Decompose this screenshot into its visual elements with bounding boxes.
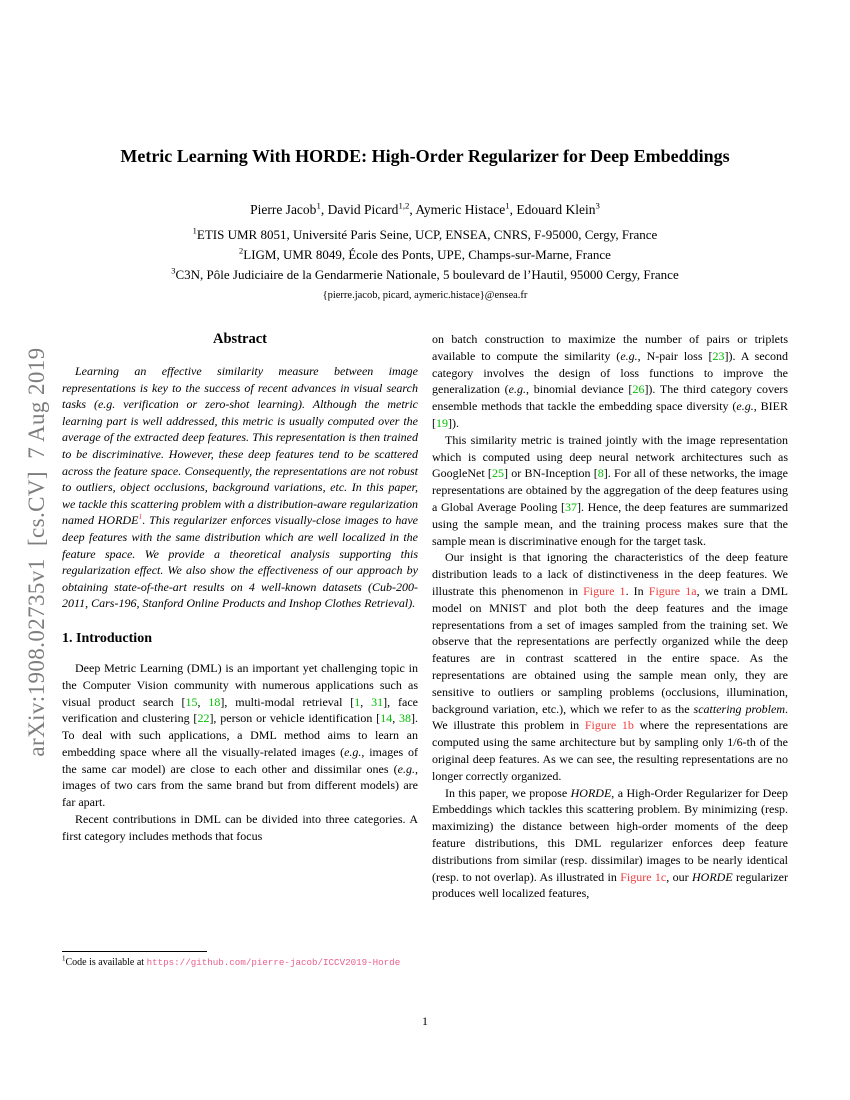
affiliation-3 (60, 265, 790, 285)
emphasis-text: e.g. (397, 761, 415, 776)
text-run: , BIER [ (432, 399, 788, 430)
figure-link[interactable]: Figure 1c (620, 869, 667, 884)
text-run: , (392, 711, 400, 726)
text-run: . This regularizer enforces visually-close images to have deep features with the same distribution which are well localized in the feature space. We provide a theoretical analysis supporting this regularization effect. We also show the effectiveness of our approach by obtaining state-of-the-art results on 4 well-known datasets (Cub-200-2011, Cars-196, Stanford Online Products and Inshop Clothes Retrieval). (62, 513, 418, 611)
figure-link[interactable]: Figure 1 (583, 583, 626, 598)
superscript-marker: 1,2 (398, 200, 410, 211)
superscript-marker: 1 (62, 954, 66, 963)
citation-link[interactable]: 1 (354, 694, 361, 709)
citation-link[interactable]: 23 (712, 348, 725, 363)
superscript-marker: 1 (505, 200, 510, 211)
paper-header (60, 146, 790, 301)
superscript-marker: 2 (239, 245, 244, 256)
section-heading-introduction: 1. Introduction (62, 630, 152, 646)
text-run: Recent contributions in DML can be divided into three categories. A first category includes methods that focus (62, 812, 418, 843)
citation-link[interactable]: 26 (632, 382, 645, 397)
citation-link[interactable]: 18 (208, 694, 221, 709)
footnote-text (62, 956, 418, 970)
text-run: ], face verification and clustering [ (62, 694, 419, 726)
citation-link[interactable]: 22 (197, 711, 210, 726)
footnote (62, 951, 418, 970)
text-run: Deep Metric Learning (DML) is an important yet challenging topic in the Computer Vision community with numerous applications such as visual product search [ (62, 660, 418, 709)
page-number: 1 (422, 1014, 428, 1028)
right-paragraph-1 (432, 331, 788, 432)
text-run: Our insight is that ignoring the characteristics of the deep feature distribution leads to a lack of distinctiveness in the deep features. We illustrate this phenomenon in (432, 550, 788, 598)
text-run: , our (666, 869, 692, 884)
text-run: ETIS UMR 8051, Université Paris Seine, UCP, ENSEA, CNRS, F-95000, Cergy, France (196, 227, 658, 242)
text-run: ]). A second category involves the design of loss functions to improve the generalization ( (432, 348, 788, 397)
text-run: This similarity metric is trained jointly with the image representation which is computed using deep neural network architectures such as GoogleNet [ (432, 432, 788, 481)
paper-title: Metric Learning With HORDE: High-Order Regularizer for Deep Embeddings (120, 146, 730, 166)
citation-link[interactable]: 37 (564, 499, 577, 514)
citation-link[interactable]: 19 (436, 415, 448, 430)
text-run: on batch construction to maximize the number of pairs or triplets available to compute the similarity ( (432, 332, 788, 363)
footnote-marker-link[interactable]: 1 (138, 512, 143, 522)
text-run: , N-pair loss [ (637, 348, 713, 363)
text-run: , (197, 694, 209, 709)
emphasis-text: e.g. (620, 348, 638, 363)
author-line (60, 202, 790, 218)
text-run: regularizer produces well localized features, (432, 869, 789, 901)
right-paragraph-4 (432, 785, 788, 903)
text-run: Learning an effective similarity measure between image representations is key to the success of recent advances in visual search tasks (e.g. verification or zero-shot learning). Although the metric learning part is well addressed, this metric is usually computed over the average of the extracted deep features. This representation is then trained to be discriminative. However, these deep features tend to be scattered across the feature space. Consequently, the representations are not robust to outliers, object occlusions, background variations, etc. In this paper, we tackle this scattering problem with a distribution-aware regularization named HORDE (62, 364, 418, 528)
text-run: , (360, 694, 372, 709)
text-run: ], person or vehicle identification [ (209, 711, 381, 726)
citation-link[interactable]: 8 (597, 466, 604, 481)
text-run: ]. Hence, the deep features are summarized using the sample mean, and the training process makes sure that the sample mean is discriminative enough for the target task. (432, 499, 788, 548)
text-run: , a High-Order Regularizer for Deep Embeddings which tackles this scattering problem. By minimizing (resp. maximizing) the distance between high-order moments of the deep feature distributions, this DML regularizer enforces deep feature distributions from similar (resp. dissimilar) images to be nearly identical (resp. to not overlap). As illustrated in (432, 785, 788, 884)
emphasis-text: e.g. (508, 382, 526, 397)
figure-link[interactable]: Figure 1b (584, 718, 634, 733)
citation-link[interactable]: 31 (371, 694, 384, 709)
figure-link[interactable]: Figure 1a (648, 583, 697, 598)
text-run: , David Picard (320, 202, 399, 217)
intro-paragraph-2 (62, 811, 418, 845)
arxiv-watermark: arXiv:1908.02735v1 [cs.CV] 7 Aug 2019 (24, 347, 49, 757)
text-run: , images of two cars from the same brand but from different models) are far apart. (62, 761, 418, 810)
code-url-link[interactable]: https://github.com/pierre-jacob/ICCV2019-Horde (146, 957, 401, 968)
text-run: , Edouard Klein (509, 202, 596, 217)
superscript-marker: 1 (316, 200, 321, 211)
text-run: ]. For all of these networks, the image representations are obtained by the aggregation of the deep features using a Global Average Pooling [ (432, 466, 788, 514)
text-run: ]. To deal with such applications, a DML method aims to learn an embedding space where all the visually-related images ( (62, 711, 419, 759)
text-run: Pierre Jacob (250, 202, 317, 217)
citation-link[interactable]: 25 (491, 466, 504, 481)
text-run: ]). (448, 415, 459, 430)
left-column (62, 331, 418, 845)
text-run: ] or BN-Inception [ (503, 466, 598, 481)
text-run: where the representations are computed using the same architecture but by sampling only 1/6-th of the original deep features. As we can see, the resulting representations are no longer correctly organized. (432, 718, 789, 783)
text-run: . We illustrate this problem in (432, 701, 788, 733)
author-emails: {pierre.jacob, picard, aymeric.histace}@ensea.fr (322, 290, 528, 301)
text-run: , we train a DML model on MNIST and plot both the deep features and the image representations from a set of images sampled from the training set. We observe that the representations are perfectly organized while the deep features are in contrast scattered in the entire space. As the representations are obtained using the sample mean only, they are sensitive to outliers or sampling problems (occlusions, illumination, background variation, etc.), which we refer to as the (432, 583, 789, 716)
citation-link[interactable]: 14 (380, 711, 393, 726)
text-run: , Aymeric Histace (409, 202, 506, 217)
citation-link[interactable]: 38 (399, 711, 412, 726)
text-run: , binomial deviance [ (526, 382, 633, 397)
emphasis-text: e.g. (344, 744, 362, 759)
emphasis-text: HORDE (570, 785, 612, 800)
superscript-marker: 3 (171, 265, 176, 276)
superscript-marker: 1 (192, 225, 197, 236)
text-run: . In (625, 583, 649, 598)
intro-paragraph-1 (62, 660, 418, 811)
text-run: In this paper, we propose (445, 785, 571, 800)
footnote-rule (62, 951, 207, 952)
abstract-paragraph (62, 363, 418, 612)
emphasis-text: e.g. (736, 399, 754, 414)
text-run: C3N, Pôle Judiciaire de la Gendarmerie Nationale, 5 boulevard de l’Hautil, 95000 Cergy, France (175, 267, 679, 282)
text-run: Code is available at (65, 957, 147, 968)
text-run: LIGM, UMR 8049, École des Ponts, UPE, Champs-sur-Marne, France (243, 247, 611, 262)
affiliation-1 (60, 225, 790, 245)
text-run: ], multi-modal retrieval [ (220, 694, 355, 709)
right-paragraph-3 (432, 549, 788, 784)
citation-link[interactable]: 15 (185, 694, 198, 709)
text-run: , images of the same car model) are close to each other and dissimilar ones ( (62, 744, 418, 776)
right-paragraph-2 (432, 432, 788, 550)
abstract-heading: Abstract (213, 331, 267, 347)
superscript-marker: 3 (595, 200, 600, 211)
emphasis-text: scattering problem (693, 701, 785, 716)
text-run: ]). The third category covers ensemble methods that tackle the embedding space diversity ( (432, 382, 788, 414)
right-column (432, 331, 788, 902)
affiliation-2 (60, 245, 790, 265)
emphasis-text: HORDE (692, 869, 733, 884)
